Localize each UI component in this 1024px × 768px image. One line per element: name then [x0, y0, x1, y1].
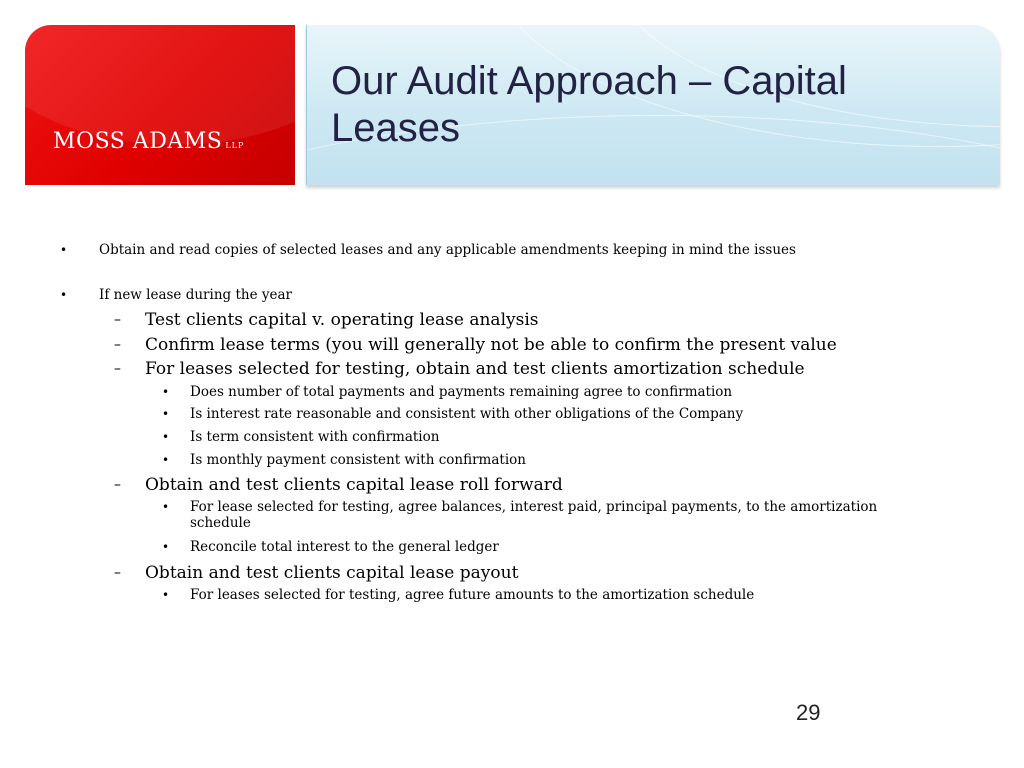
bullet-marker: •	[60, 243, 68, 257]
list-item-text: Obtain and read copies of selected leases and any applicable amendments keeping in mind the issues	[99, 242, 796, 258]
sub-list-item-text: Obtain and test clients capital lease payout	[145, 563, 519, 583]
nested-list-item-text: Does number of total payments and payments remaining agree to confirmation	[190, 384, 733, 400]
bullet-marker: •	[162, 453, 170, 467]
dash-marker: –	[114, 565, 121, 581]
nested-list-item-text: For lease selected for testing, agree balances, interest paid, principal payments, to the amortization schedule	[190, 499, 878, 531]
dash-marker: –	[114, 477, 121, 493]
sub-list-item-text: Obtain and test clients capital lease roll forward	[145, 475, 563, 495]
slide-title: Our Audit Approach – Capital Leases	[331, 59, 847, 150]
list-item-text: If new lease during the year	[99, 287, 292, 303]
bullet-marker: •	[162, 407, 170, 421]
bullet-marker: •	[162, 540, 170, 554]
nested-list-item-text: Is interest rate reasonable and consistent with other obligations of the Company	[190, 406, 744, 422]
bullet-marker: •	[162, 500, 170, 514]
bullet-marker: •	[162, 385, 170, 399]
nested-list-item-text: Is monthly payment consistent with confirmation	[190, 452, 526, 468]
sub-list-item-text: For leases selected for testing, obtain and test clients amortization schedule	[145, 359, 805, 379]
dash-marker: –	[114, 312, 121, 328]
bullet-marker: •	[162, 430, 170, 444]
bullet-marker: •	[162, 588, 170, 602]
bullet-marker: •	[60, 288, 68, 302]
logo-text: MOSS ADAMS	[53, 129, 223, 154]
sub-list-item-text: Test clients capital v. operating lease analysis	[145, 310, 539, 330]
logo-suffix: LLP	[225, 141, 245, 150]
page-number: 29	[796, 700, 821, 725]
nested-list-item-text: Reconcile total interest to the general ledger	[190, 539, 499, 555]
dash-marker: –	[114, 337, 121, 353]
dash-marker: –	[114, 361, 121, 377]
nested-list-item-text: For leases selected for testing, agree future amounts to the amortization schedule	[190, 587, 755, 603]
sub-list-item-text: Confirm lease terms (you will generally not be able to confirm the present value	[145, 335, 837, 355]
nested-list-item-text: Is term consistent with confirmation	[190, 429, 440, 445]
